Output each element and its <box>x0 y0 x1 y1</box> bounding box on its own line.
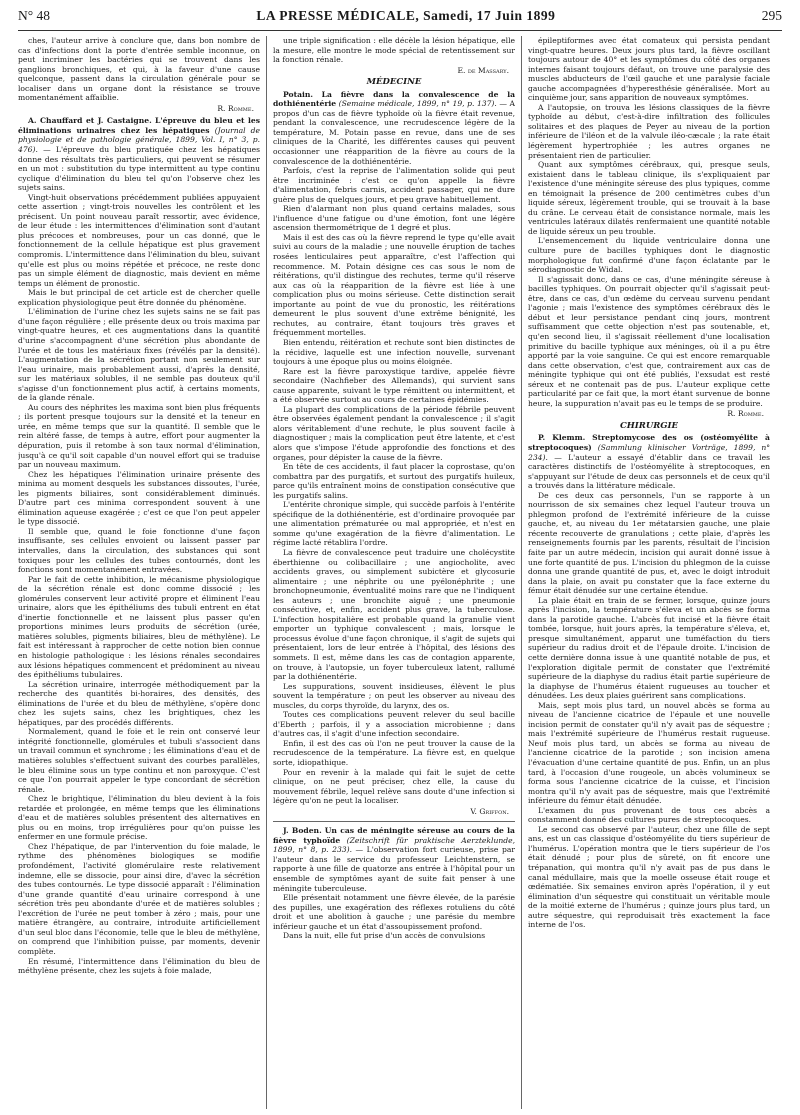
paragraph: L'examen du pus provenant de tous ces abcès a constamment donné des cultures pures de streptocoques. <box>528 805 770 825</box>
paragraph: Parfois, c'est la reprise de l'alimentation solide qui peut être incriminée : c'est ce qu'on appelle la fièvre d'alimentation, febris carnis, accident passager, qui ne dure guère plus de quelques jours, et peu grave habituellement. <box>273 166 515 204</box>
article-abstract <box>528 433 770 490</box>
paragraph: Mais il est des cas où la fièvre reprend le type qu'elle avait suivi au cours de la maladie ; une nouvelle éruption de taches rosées lenticulaires peut apparaître, c'est l'affection qui recommence. M. Potain désigne ces cas sous le nom de réitérations, qu'il distingue des rechutes, terme qu'il réserve aux cas où la réapparition de la fièvre est liée à une complication plus ou moins sérieuse. Cette distinction serait importante au point de vue du pronostic, les réitérations demeurent le plus souvent d'une extrême bénignité, les rechutes, au contraire, étant toujours très graves et fréquemment mortelles. <box>273 232 515 338</box>
column-1 <box>18 36 260 1109</box>
paragraph: La plaie était en train de se fermer, lorsque, quinze jours après l'incision, la température s'éleva et un abcès se forma dans la parotide gauche. L'abcès fut incisé et la fièvre était tombée, lorsque, huit jours après, la température s'éleva, et, presque simultanément, apparut une tuméfaction du tiers supérieur du radius droit et de l'épaule droite. L'incision de cette dernière donna issue à une quantité notable de pus, et l'exploration digitale permit de constater que l'extrémité supérieure de la diaphyse du radius était partie supérieure de la diaphyse de l'humérus étaient rugueuses au toucher et dénudées. Les deux plaies guérirent sans complications. <box>528 595 770 701</box>
paragraph: Enfin, il est des cas où l'on ne peut trouver la cause de la recrudescence de la température. La fièvre est, en quelque sorte, idiopathique. <box>273 738 515 768</box>
header-rule <box>18 30 782 31</box>
paragraph: Normalement, quand le foie et le rein ont conservé leur intégrité fonctionnelle, glomérules et tubuli s'associent dans un travail commun et synchrome ; les éliminations d'eau et de matières solubles s'effectuent suivant des courbes parallèles, le bleu élimine sous un type continu et non paroxyque. C'est ce que l'on pourrait appeler le type concordant de sécrétion rénale. <box>18 727 260 794</box>
article-title: La fièvre dans la convalescence de la dothiénentérie <box>273 89 515 109</box>
paragraph: ches, l'auteur arrive à conclure que, dans bon nombre de cas d'infections dont la porte d'entrée semble inconnue, on peut incriminer les bactéries qui se trouvent dans les ganglions bronchiques, et qui, à la faveur d'une cause quelconque, passent dans la circulation générale pour se localiser dans un organe dont la résistance se trouve momentanément affaiblie. <box>18 36 260 103</box>
article-divider <box>273 821 515 822</box>
article-reference: (Semaine médicale, 1899, n° 19, p. 137). <box>338 99 497 109</box>
paragraph: Vingt-huit observations précédemment publiées appuyaient cette assertion ; vingt-trois nouvelles les contrôlent et les précisent. Un point nouveau paraît ressortir, avec évidence, de leur étude : les intermittences d'élimination sont d'autant plus précoces et nombreuses, pour un cas donné, que le fonctionnement de la cellule hépatique est plus gravement compromis. L'intermittence dans l'élimination du bleu, suivant qu'elle est plus ou moins répétée et précoce, ne reste donc pas un simple élément de diagnostic, mais devient en même temps un élément de pronostic. <box>18 192 260 288</box>
article-authors: J. Boden. <box>283 826 322 836</box>
column-divider <box>266 36 267 1109</box>
section-heading: MÉDECINE <box>366 77 422 88</box>
paragraph: La fièvre de convalescence peut traduire une cholécystite éberthienne ou colibacillaire ; une angiocholite, avec accidents graves, ou simplement subictère et glycosurie alimentaire ; une néphrite ou une pyélonéphrite ; une bronchopneumonie, éventualité moins rare que ne l'indiquent les auteurs ; une bronchite aiguë ; une pneumonie consécutive, et, enfin, accident plus grave, la tuberculose. L'infection hospitalière est probable quand la granulie vient emporter un typhique convalescent ; mais, lorsque le processus évolue d'une façon chronique, il s'agit de sujets qui présentaient, lors de leur entrée à l'hôpital, des lésions des sommets. Il est, même dans les cas de contagion apparente, on trouve, à l'autopsie, un foyer tuberculeux latent, rallumé par la dothiénentérie. <box>273 547 515 682</box>
page-header <box>18 8 782 32</box>
paragraph: La sécrétion urinaire, interrogée méthodiquement par la recherche des quantités bi-horaires, des densités, des éliminations de l'urée et du bleu de méthylène, s'opère donc chez les sujets sains, chez les brightiques, chez les hépatiques, par des procédés différents. <box>18 679 260 727</box>
paragraph: L'ensemencement du liquide ventriculaire donna une culture pure de bacilles typhiques dont le diagnostic morphologique fut confirmé d'une façon éclatante par le sérodiagnostic de Widal. <box>528 236 770 275</box>
author-signature: V. Griffon. <box>470 806 509 816</box>
article-title: Un cas de méningite séreuse au cours de la fièvre typhoïde <box>273 826 515 845</box>
article-abstract <box>18 116 260 192</box>
paragraph: Dans la nuit, elle fut prise d'un accès de convulsions <box>283 931 486 941</box>
paragraph: Par le fait de cette inhibition, le mécanisme physiologique de la sécrétion rénale est donc comme dissocié ; les glomérules conservent leur activité propre et éliminent l'eau urinaire, alors que les épithéliums des tubuli entrent en état d'inertie fonctionnelle et ne laissent plus passer qu'en proportions minimes leurs produits de sécrétion (urée, matières solubles, pigments biliaires, bleu de méthylène). Le fait est intéressant à rapprocher de cette notion bien connue en histologie pathologique : les lésions rénales secondaires aux lésions hépatiques commencent et prédominent au niveau des épithéliums tubulaires. <box>18 574 260 680</box>
paragraph: Bien entendu, réitération et rechute sont bien distinctes de la récidive, laquelle est une infection nouvelle, survenant toujours à une époque plus ou moins éloignée. <box>273 337 515 367</box>
article-title: Streptomycose des os (ostéomyélite à streptocoques) <box>528 433 770 452</box>
author-signature: E. de Massary. <box>457 65 509 75</box>
paragraph: une triple signification : elle décèle la lésion hépatique, elle la mesure, elle montre le mode spécial de retentissement sur la fonction rénale. <box>273 36 515 65</box>
paragraph: Chez l'hépatique, de par l'intervention du foie malade, le rythme des phénomènes biologiques se modifie profondément, l'activité glomérulaire reste relativement indemne, elle se dissocie, pour ainsi dire, d'avec la sécrétion des tubes contournés. Le type dissocié apparaît : l'élimination d'une grande quantité d'eau urinaire correspond à une sécrétion très peu abondante d'urée et de matières solubles ; l'excrétion de l'urée ne peut tomber à zéro ; mais, pour une matière étrangère, au contraire, introduite artificiellement d'un seul bloc dans l'économie, telle que le bleu de méthylène, on comprend que l'inhibition puisse, par moments, devenir complète. <box>18 841 260 956</box>
paragraph: La plupart des complications de la période fébrile peuvent être observées également pendant la convalescence ; il s'agit alors véritablement d'une rechute, le plus souvent facile à diagnostiquer ; mais la complication peut être latente, et c'est alors que s'impose l'étude approfondie des fonctions et des organes, pour dépister la cause de la fièvre. <box>273 404 515 462</box>
paragraph: L'élimination de l'urine chez les sujets sains ne se fait pas d'une façon régulière ; elle présente deux ou trois maxima par vingt-quatre heures, et ces augmentations dans la quantité d'urine s'accompagnent d'une sécrétion plus abondante de l'urée et de tous les matériaux fixes (révélés par la densité). L'augmentation de la sécrétion portant non seulement sur l'eau urinaire, mais probablement aussi, d'après la densité, sur les matériaux solubles, il ne semble pas douteux qu'il s'agisse d'un fonctionnement plus actif, à certains moments, de la glande rénale. <box>18 307 260 403</box>
article-lead: — L'observation fort curieuse, prise par l'auteur dans le service du professeur Leichtenstern, se rapporte à une fille de quatorze ans entrée à l'hôpital pour un ensemble de symptômes ayant de suite fait penser à une méningite tuberculeuse. <box>273 845 515 893</box>
paragraph: L'entérite chronique simple, qui succède parfois à l'entérite spécifique de la dothiénentérie, est d'ordinaire provoquée par une alimentation prématurée ou mal appropriée, et n'est en somme qu'une exagération de la fièvre d'alimentation. Le régime lacté rétablira l'ordre. <box>273 500 515 548</box>
paragraph: Quant aux symptômes cérébraux, qui, presque seuls, existaient dans le tableau clinique, ils s'expliquaient par l'existence d'une méningite séreuse des plus typiques, comme en témoignait la présence de 200 centimètres cubes d'un liquide séreux, légèrement trouble, qui se trouvait à la base du crâne. Le cerveau était de consistance normale, mais les ventricules latéraux dilatés renfermaient une quantité notable de liquide séreux un peu trouble. <box>528 160 770 236</box>
article-abstract <box>273 90 515 166</box>
paragraph: Elle présentait notamment une fièvre élevée, de la parésie des pupilles, une exagération des réflexes rotuliens du côté droit et une abolition à gauche ; une parésie du membre inférieur gauche et un état d'assoupissement profond. <box>273 893 515 931</box>
journal-title: LA PRESSE MÉDICALE, Samedi, 17 Juin 1899 <box>256 8 556 23</box>
article-lead: — L'auteur a essayé d'établir dans ce travail les caractères distinctifs de l'ostéomyélite à streptocoques, en s'appuyant sur l'étude de deux cas personnels et de ceux qu'il a trouvés dans la littérature médicale. <box>528 452 770 491</box>
article-authors: A. Chauffard et J. Castaigne. <box>28 116 152 126</box>
paragraph: A l'autopsie, on trouva les lésions classiques de la fièvre typhoïde au début, c'est-à-dire infiltration des follicules solitaires et des plaques de Peyer au niveau de la portion inférieure de l'iléon et de la valvule iléo-cæcale ; la rate était légèrement hypertrophiée ; les autres organes ne présentaient rien de particulier. <box>528 102 770 160</box>
column-divider <box>521 36 522 1109</box>
paragraph: Il semble que, quand le foie fonctionne d'une façon insuffisante, ses cellules envoient ou laissent passer par intervalles, dans la circulation, des substances qui sont toxiques pour les cellules des tubes contournés, dont les fonctions sont momentanément entravées. <box>18 526 260 575</box>
paragraph: De ces deux cas personnels, l'un se rapporte à un nourrisson de six semaines chez lequel l'auteur trouva un phlegmon profond de l'extrémité inférieure de la cuisse gauche, et, au niveau du 1er métatarsien gauche, une plaie récente recouverte de granulations ; cette plaie, d'après les renseignements fournis par les parents, résultait de l'incision faite par un autre médecin, incision qui aurait donné issue à une forte quantité de pus. L'incision du phlegmon de la cuisse donna une grande quantité de pus, et, avec le doigt introduit dans la plaie, on avait pu constater que la face externe du fémur était dénudée sur une certaine étendue. <box>528 490 770 596</box>
paragraph: Pour en revenir à la malade qui fait le sujet de cette clinique, on ne peut préciser, chez elle, la cause du mouvement fébrile, lequel relève sans doute d'une infection si légère qu'on ne peut la localiser. <box>273 767 515 806</box>
article-reference: (Zeitschrift für praktische Aerzteklunde, 1899, n° 8, p. 233). <box>273 835 515 855</box>
article-reference: (Sammlung klinischer Vorträge, 1899, n° 234). <box>528 442 770 462</box>
paragraph: Toutes ces complications peuvent relever du seul bacille d'Eberth ; parfois, il y a association microbienne ; dans d'autres cas, il s'agit d'une infection secondaire. <box>273 710 515 739</box>
article-lead: — A propos d'un cas de fièvre typhoïde où la fièvre était revenue, pendant la convalescence, une recrudescence légère de la température, M. Potain passe en revue, dans une de ses cliniques de la Charité, les différentes causes qui peuvent occasionner une réapparition de la fièvre au cours de la convalescence de la dothiénentérie. <box>273 99 515 166</box>
paragraph: Rien d'alarmant non plus quand certains malades, sous l'influence d'une fatigue ou d'une émotion, font une légère ascension thermométrique de 1 degré et plus. <box>273 204 515 233</box>
article-abstract <box>273 826 515 893</box>
paragraph: En tête de ces accidents, il faut placer la coprostase, qu'on combattra par des purgatifs, et surtout des purgatifs huileux, parce qu'ils entraînent moins de constipation consécutive que les purgatifs salins. <box>273 462 515 500</box>
paragraph: Chez le brightique, l'élimination du bleu devient à la fois retardée et prolongée, en même temps que les éliminations d'eau et de matières solubles présentent des alternatives en plus ou en moins, trop irrégulières pour qu'on puisse les enfermer en une formule précise. <box>18 794 260 842</box>
section-heading: CHIRURGIE <box>619 420 679 431</box>
paragraph: Rare est la fièvre paroxystique tardive, appelée fièvre secondaire (Nachfieber des Allemands), qui survient sans cause apparente, suivant le type rémittent ou intermittent, et a été observée surtout au cours de certaines épidémies. <box>273 366 515 405</box>
page-number: 295 <box>761 8 782 23</box>
paragraph: Les suppurations, souvent insidieuses, élèvent le plus souvent la température ; on peut les observer au niveau des muscles, du corps thyroïde, du larynx, des os. <box>273 681 515 710</box>
issue-number: N° 48 <box>18 8 51 23</box>
author-signature: R. Romme. <box>727 409 764 419</box>
paragraph: Le second cas observé par l'auteur, chez une fille de sept ans, est un cas classique d'ostéomyélite du tiers supérieur de l'humérus. L'opération montra que le tiers supérieur de l'os était dénudé ; pour plus de sûreté, on fit encore une trépanation, qui montra qu'il n'y avait pas de pus dans le canal médullaire, mais que la moelle osseuse était rouge et œdématiée. Six semaines environ après l'opération, il y eut élimination d'un séquestre qui constituait un véritable moule de la moitié externe de l'humérus ; quinze jours plus tard, un autre séquestre, qui reproduisait très exactement la face interne de l'os. <box>528 824 770 930</box>
paragraph: Mais, sept mois plus tard, un nouvel abcès se forma au niveau de l'ancienne cicatrice de l'épaule et une nouvelle incision permit de constater qu'il n'y avait pas de séquestre ; mais l'extrémité supérieure de l'humérus restait rugueuse. Neuf mois plus tard, un abcès se forma au niveau de l'ancienne cicatrice de la parotide ; son incision amena l'évacuation d'une certaine quantité de pus. Enfin, un an plus tard, à l'occasion d'une rougeole, un abcès volumineux se forma sous l'ancienne cicatrice de la cuisse, et l'incision montra qu'il n'y avait pas de séquestre, mais que l'extrémité inférieure du fémur était dénudée. <box>528 700 770 806</box>
column-2 <box>273 36 515 1109</box>
article-lead: — L'épreuve du bleu pratiquée chez les hépatiques donne des résultats très particuliers, qui peuvent se résumer en un mot : substitution du type intermittent au type continu cyclique d'élimination du bleu tel qu'on l'observe chez les sujets sains. <box>18 145 260 193</box>
article-authors: P. Klemm. <box>538 433 586 443</box>
author-signature: R. Romme. <box>217 103 254 113</box>
column-3 <box>528 36 770 1109</box>
paragraph: Il s'agissait donc, dans ce cas, d'une méningite séreuse à bacilles typhiques. On pourrait objecter qu'il s'agissait peut-être, dans ce cas, d'un œdème du cerveau survenu pendant l'agonie ; mais l'existence des symptômes cérébraux dès le début et leur persistance pendant cinq jours, montrent suffisamment que cette objection n'est pas soutenable, et, qu'en second lieu, il s'agissait réellement d'une localisation primitive du bacille typhique aux méninges, où il a pu être apporté par la voie sanguine. Ce qui est encore remarquable dans cette observation, c'est que, contrairement aux cas de méningite typhique qui ont été publiés, l'exsudat est resté séreux et ne contenait pas de pus. L'auteur explique cette particularité par ce fait que, la mort étant survenue de bonne heure, la suppuration n'avait pas eu le temps de se produire. <box>528 274 770 408</box>
article-reference: (Journal de physiologie et de pathologie générale, 1899, Vol. I, n° 3, p. 476). <box>18 125 260 155</box>
article-title: L'épreuve du bleu et les éliminations urinaires chez les hépatiques <box>18 116 260 135</box>
paragraph: Au cours des néphrites les maxima sont bien plus fréquents ; ils portent presque toujours sur la densité et la teneur en urée, en même temps que sur la quantité. Il semble que le rein altéré fasse, de temps à autre, effort pour augmenter la dépuration, puis il retombe à son taux normal d'élimination, jusqu'à ce qu'il soit capable d'un nouvel effort qui se traduise par un nouveau maximum. <box>18 402 260 470</box>
paragraph: épileptiformes avec état comateux qui persista pendant vingt-quatre heures. Deux jours plus tard, la fièvre oscillant toujours autour de 40° et les symptômes du côté des organes internes faisant toujours défaut, on trouve une paralysie des muscles abducteurs de l'œil gauche et une paralysie faciale gauche accompagnées d'hyperesthésie généralisée. Mort au cinquième jour, sans apparition de nouveaux symptômes. <box>528 36 770 103</box>
paragraph: En résumé, l'intermittence dans l'élimination du bleu de méthylène présente, chez les sujets à foie malade, <box>18 956 260 976</box>
article-authors: Potain. <box>283 89 314 99</box>
paragraph: Mais le but principal de cet article est de chercher quelle explication physiologique peut être donnée du phénomène. <box>18 288 260 307</box>
paragraph: Chez les hépatiques l'élimination urinaire présente des minima au moment desquels les substances dissoutes, l'urée, les pigments biliaires, sont considérablement diminués. D'autre part ces minima correspondent souvent à une élimination aqueuse exagérée ; c'est ce que l'on peut appeler le type dissocié. <box>18 469 260 527</box>
